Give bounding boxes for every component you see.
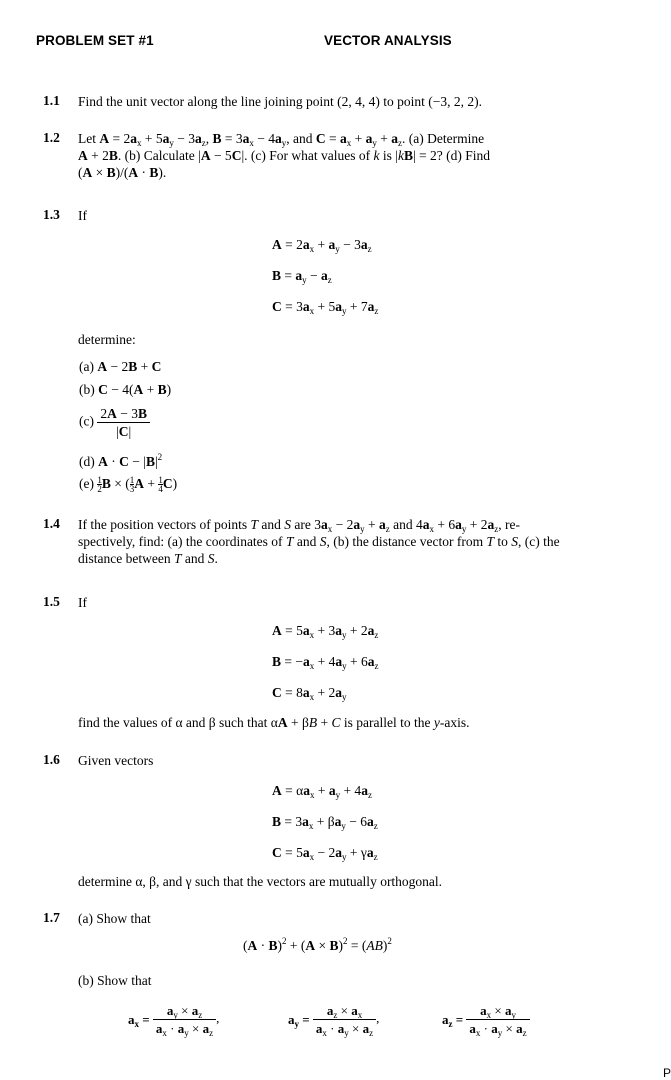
problem-number: 1.6 (43, 752, 60, 767)
part-b: (b) C − 4(A + B) (79, 382, 172, 397)
part-e-label: (e) (79, 476, 94, 491)
problem-1-3-if: If (78, 208, 87, 223)
equation-a: $A = \alpha a_x + a_y + 4a_z$ (272, 783, 372, 800)
part-a: (a) A − 2B + C (79, 359, 162, 374)
problem-1-2-text: Let $A = 2a_x + 5a_y - 3a_z$, $B = 3a_x - 4a_y$, and $C = a_x + a_y + a_z$. (a) Determine A + 2B. (b) Calculate |A − 5C|. (c) For what values of k is |kB| = 2? (d) Find (A × B)/(A · B). (78, 131, 491, 180)
problem-1-1-text: Find the unit vector along the line joining point (2, 4, 4) to point (−3, 2, 2). (78, 94, 482, 109)
identity-equation: $(A \cdot B)^2 + (A \times B)^2 = (AB)^2$ (243, 936, 392, 953)
problem-number: 1.3 (43, 207, 60, 222)
az-fraction: $a_z$ = $\frac{a_x \times a_y}{a_x \cdot a_y \times a_z}$ (442, 1002, 530, 1037)
part-d: (d) $A \cdot C - |B|^2$ (79, 452, 163, 469)
part-e: (e) $\frac{1}{2}$ B × ( $\frac{1}{3}$ A + $\frac{1}{4}$ C) (79, 475, 178, 495)
part-d-label: (d) (79, 454, 95, 469)
part-b-label: (b) (79, 382, 95, 397)
part-a-label: (a) (79, 359, 94, 374)
equation-a: $A = 5a_x + 3a_y + 2a_z$ (272, 623, 379, 640)
equation-c: $C = 5a_x - 2a_y + \gamma a_z$ (272, 845, 378, 862)
problem-number: 1.1 (43, 93, 60, 108)
problem-1-7-a: (a) Show that (78, 911, 151, 926)
header-right: VECTOR ANALYSIS (324, 33, 452, 48)
part-c: (c) $\frac{2A - 3B}{|C|}$ (79, 405, 150, 440)
ay-fraction: $a_y$ = $\frac{a_z \times a_x}{a_x \cdot a_y \times a_z}$ , (288, 1003, 380, 1038)
equation-a: $A = 2a_x + a_y - 3a_z$ (272, 237, 372, 254)
equation-c: $C = 8a_x + 2a_y$ (272, 685, 347, 702)
problem-1-6-given: Given vectors (78, 753, 154, 768)
page-corner-letter: P (663, 1066, 671, 1080)
equation-b: $B = 3a_x + \beta a_y - 6a_z$ (272, 814, 378, 831)
equation-b: $B = -a_x + 4a_y + 6a_z$ (272, 654, 379, 671)
problem-number: 1.5 (43, 594, 60, 609)
part-c-label: (c) (79, 413, 94, 429)
problem-number: 1.4 (43, 516, 60, 531)
problem-number: 1.2 (43, 130, 60, 145)
problem-1-5-if: If (78, 595, 87, 610)
problem-1-6-determine: determine α, β, and γ such that the vectors are mutually orthogonal. (78, 874, 443, 889)
problem-1-3-determine: determine: (78, 332, 136, 347)
equation-c: $C = 3a_x + 5a_y + 7a_z$ (272, 299, 379, 316)
problem-1-7-b: (b) Show that (78, 973, 152, 988)
problem-1-4-text: If the position vectors of points T and S are $3a_x - 2a_y + a_z$ and $4a_x + 6a_y + 2a_z$, re- spectively, find: (a) the coordinates of T and S, (b) the distance vector from T to S, (c) the distance between T and S. (78, 517, 560, 566)
problem-number: 1.7 (43, 910, 60, 925)
ax-fraction: $a_x$ = $\frac{a_y \times a_z}{a_x \cdot a_y \times a_z}$ , (128, 1003, 220, 1038)
problem-1-5-find: find the values of α and β such that αA + βB + C is parallel to the y-axis. (78, 715, 470, 730)
header-left: PROBLEM SET #1 (36, 33, 154, 48)
equation-b: $B = a_y - a_z$ (272, 268, 332, 285)
